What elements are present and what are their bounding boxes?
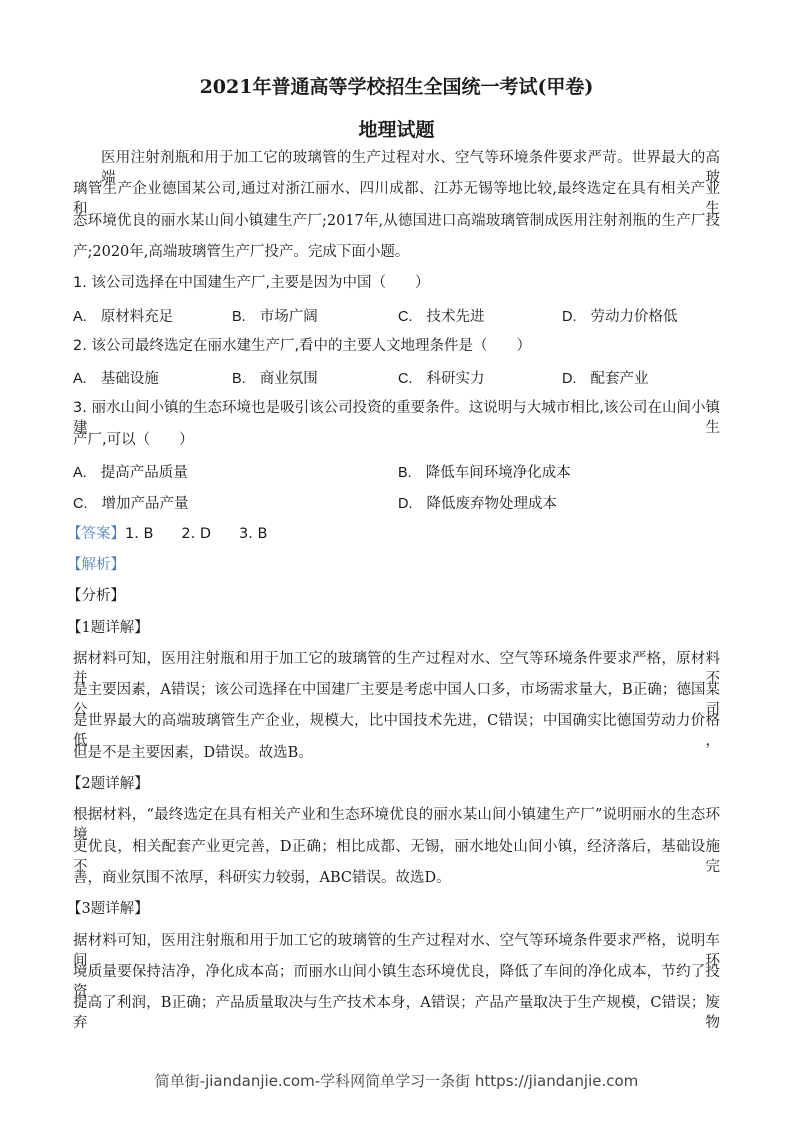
- question-stem: 2. 该公司最终选定在丽水建生产厂,看中的主要人文地理条件是（ ）: [73, 337, 532, 354]
- detail-heading: 【2题详解】: [67, 776, 149, 792]
- option-b: B. 市场广阔: [232, 308, 318, 325]
- intro-line: 医用注射剂瓶和用于加工它的玻璃管的生产过程对水、空气等环境条件要求严苛。世界最大的高端玻: [101, 150, 720, 186]
- detail-line: 据材料可知，医用注射瓶和用于加工它的玻璃管的生产过程对水、空气等环境条件要求严格，说明车间环: [73, 932, 720, 969]
- page-subtitle: 地理试题: [358, 119, 435, 141]
- detail-heading: 【1题详解】: [67, 619, 149, 636]
- option-d: D. 劳动力价格低: [562, 308, 678, 325]
- option-b: B. 商业氛围: [232, 371, 318, 388]
- answer-line: 【答案】1. B 2. D 3. B: [67, 525, 268, 542]
- footer-watermark: 简单街-jiandanjie.com-学科网简单学习一条街 https://jiandanjie.com: [154, 1072, 639, 1090]
- analysis-label: 【解析】: [67, 556, 125, 573]
- detail-line: 提高了利润，B正确；产品质量取决与生产技术本身，A错误；产品产量取决于生产规模，C错误；废弃物: [73, 995, 720, 1032]
- question-stem: 产厂,可以（ ）: [73, 431, 194, 448]
- option-a: A. 原材料充足: [73, 308, 174, 325]
- option-a: A. 提高产品质量: [73, 465, 188, 481]
- detail-heading: 【3题详解】: [67, 901, 149, 918]
- question-stem: 1. 该公司选择在中国建生产厂,主要是因为中国（ ）: [73, 275, 430, 292]
- fenxi-label: 【分析】: [67, 588, 125, 605]
- question-stem: 3. 丽水山间小镇的生态环境也是吸引该公司投资的重要条件。这说明与大城市相比,该公司在山间小镇建生: [73, 400, 720, 437]
- option-d: D. 降低废弃物处理成本: [398, 496, 557, 513]
- detail-line: 更优良，相关配套产业更完善，D正确；相比成都、无锡，丽水地处山间小镇，经济落后，基础设施不完: [73, 838, 720, 875]
- detail-line: 是主要因素，A错误；该公司选择在中国建厂主要是考虑中国人口多，市场需求量大，B正确；德国某公司: [73, 682, 720, 719]
- option-b: B. 降低车间环境净化成本: [398, 465, 571, 481]
- detail-line: 据材料可知，医用注射瓶和用于加工它的玻璃管的生产过程对水、空气等环境条件要求严格，原材料并不: [73, 650, 720, 687]
- intro-line: 态环境优良的丽水某山间小镇建生产厂;2017年,从德国进口高端玻璃管制成医用注射剂瓶的生产厂投: [73, 212, 720, 229]
- option-c: C. 技术先进: [398, 308, 485, 325]
- option-c: C. 增加产品产量: [73, 496, 189, 513]
- option-c: C. 科研实力: [398, 371, 485, 388]
- detail-line: 境质量要保持洁净，净化成本高；而丽水山间小镇生态环境优良，降低了车间的净化成本，节约了投资，: [73, 963, 720, 1000]
- detail-line: 根据材料，“最终选定在具有相关产业和生态环境优良的丽水某山间小镇建生产厂”说明丽水的生态环境: [73, 807, 720, 844]
- detail-line: 善，商业氛围不浓厚，科研实力较弱，ABC错误。故选D。: [73, 869, 451, 886]
- option-d: D. 配套产业: [562, 371, 649, 388]
- page-title: 2021年普通高等学校招生全国统一考试(甲卷): [199, 76, 594, 98]
- intro-line: 璃管生产企业德国某公司,通过对浙江丽水、四川成都、江苏无锡等地比较,最终选定在具有相关产业和生: [73, 181, 720, 218]
- intro-line: 产;2020年,高端玻璃管生产厂投产。完成下面小题。: [73, 243, 410, 260]
- option-a: A. 基础设施: [73, 371, 159, 388]
- detail-line: 是世界最大的高端玻璃管生产企业，规模大，比中国技术先进，C错误；中国确实比德国劳动力价格低，: [73, 713, 720, 750]
- detail-line: 但是不是主要因素，D错误。故选B。: [73, 744, 313, 761]
